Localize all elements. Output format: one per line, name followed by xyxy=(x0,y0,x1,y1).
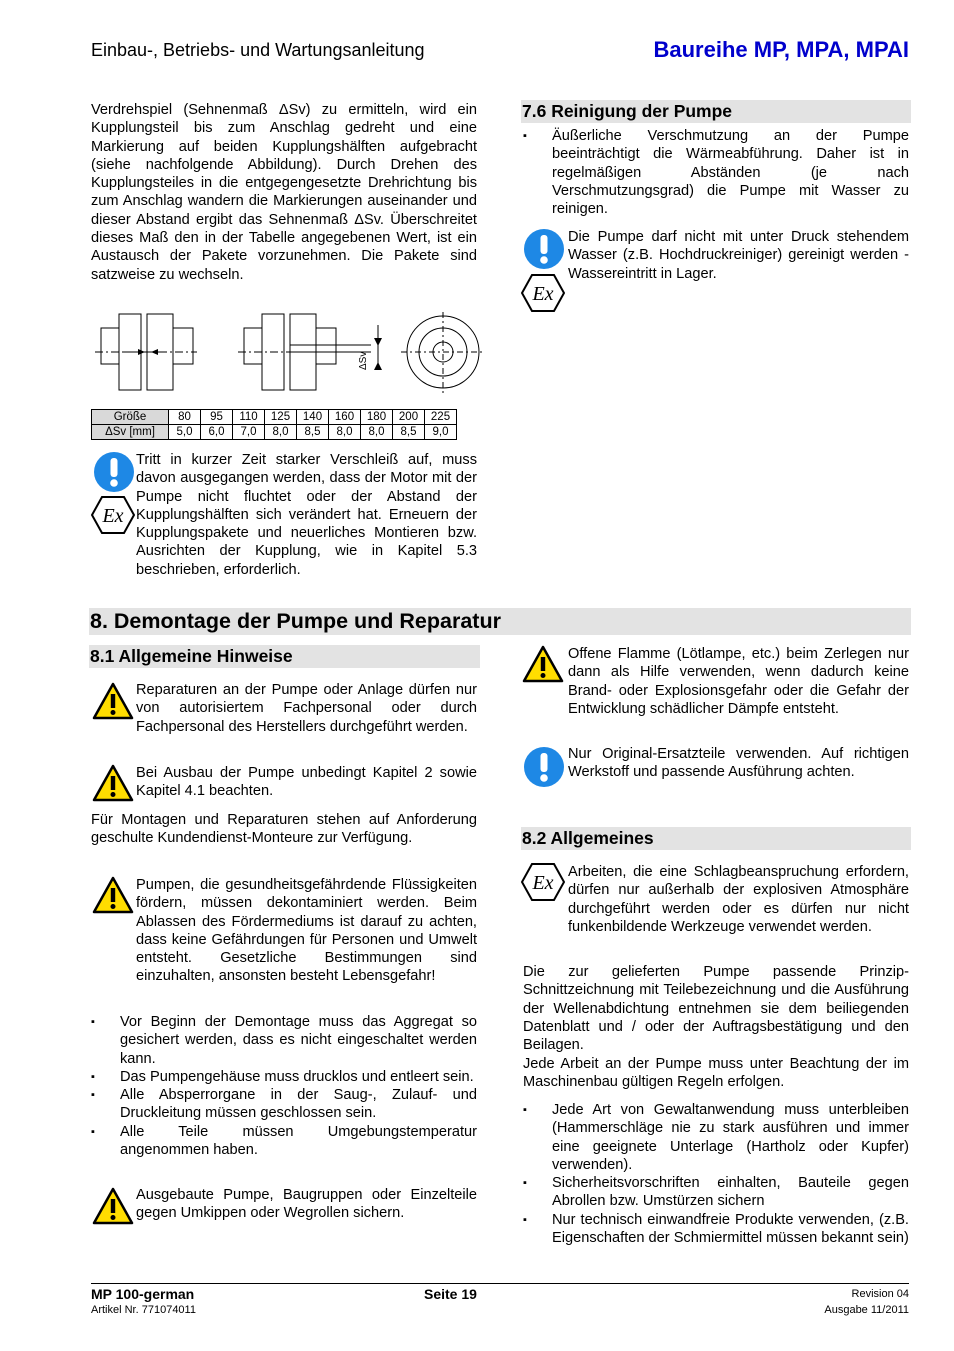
table-cell: 200 xyxy=(393,410,425,425)
spare-parts-note: Nur Original-Ersatzteile verwenden. Auf richtigen Werkstoff und passende Ausführung achten. xyxy=(568,746,909,781)
section-8-2-heading: 8.2 Allgemeines xyxy=(521,827,911,850)
table-cell: 8,0 xyxy=(329,425,361,440)
list-item: ▪ Jede Art von Gewaltanwendung muss unterbleiben (Hammerschläge nie zu stark ausführen und immer eine geeignete Unterlage (Hartholz oder Kupfer) verwenden). xyxy=(523,1101,909,1174)
table-cell: 8,5 xyxy=(393,425,425,440)
warning-text-4: Ausgebaute Pumpe, Baugruppen oder Einzelteile gegen Umkippen oder Wegrollen sichern. xyxy=(136,1187,477,1222)
table-cell: 140 xyxy=(297,410,329,425)
table-cell: 5,0 xyxy=(169,425,201,440)
table-label: Größe xyxy=(92,410,169,425)
warning-icon xyxy=(92,1187,134,1225)
list-item: ▪ Alle Teile müssen Umgebungstemperatur angenommen haben. xyxy=(91,1123,477,1160)
list-item: ▪ Sicherheitsvorschriften einhalten, Bauteile gegen Abrollen bzw. Umstürzen sichern xyxy=(523,1174,909,1211)
svg-text:Ex: Ex xyxy=(532,283,554,305)
table-cell: 6,0 xyxy=(201,425,233,440)
footer-edition: Ausgabe 11/2011 xyxy=(824,1304,909,1316)
series-title: Baureihe MP, MPA, MPAI xyxy=(653,37,909,62)
delta-sv-label: ΔSv xyxy=(358,351,369,370)
table-row xyxy=(92,425,457,440)
warning-icon xyxy=(92,682,134,720)
warning-icon xyxy=(92,876,134,914)
table-cell: 125 xyxy=(265,410,297,425)
rules-paragraph: Jede Arbeit an der Pumpe muss unter Beachtung der im Maschinenbau gültigen Regeln erfolgen. xyxy=(523,1056,909,1091)
page-number: Seite 19 xyxy=(424,1286,477,1302)
warning-text-1: Reparaturen an der Pumpe oder Anlage dürfen nur von autorisiertem Fachpersonal oder durch Fachpersonal des Herstellers durchgeführt werden. xyxy=(136,682,477,735)
general-list xyxy=(523,1101,909,1247)
table-cell: 80 xyxy=(169,410,201,425)
list-item: ▪ Das Pumpengehäuse muss drucklos und entleert sein. xyxy=(91,1068,477,1086)
table-cell: 8,0 xyxy=(361,425,393,440)
warning-icon xyxy=(92,764,134,802)
section-8-title: 8. Demontage der Pumpe und Reparatur xyxy=(89,608,911,635)
svg-text:Ex: Ex xyxy=(532,872,554,894)
table-label: ΔSv [mm] xyxy=(92,425,169,440)
footer-revision: Revision 04 xyxy=(851,1288,909,1300)
table-cell: 225 xyxy=(425,410,457,425)
section-7-6-heading: 7.6 Reinigung der Pumpe xyxy=(521,100,911,123)
warning-text-3: Pumpen, die gesundheitsgefährdende Flüssigkeiten fördern, müssen dekontaminiert werden. Beim Ablassen des Fördermediums ist darauf zu achten, dass keine Gefährdungen für Personen und Umwelt entsteht. Gesetzliche Bestimmungen sind einzuhalten, ansonsten besteht Lebensgefahr! xyxy=(136,877,477,985)
ex-icon xyxy=(521,862,565,902)
wear-note: Tritt in kurzer Zeit starker Verschleiß auf, muss davon ausgegangen werden, dass der Motor mit der Pumpe nicht fluchtet oder der Abstand der Kupplungshälften sich verändert hat. Erneuern der Kupplungspakete und neuerliches Montieren bzw. Ausrichten der Kupplung, wie in Kapitel 5.3 beschrieben, erforderlich. xyxy=(136,452,477,578)
info-icon xyxy=(93,451,135,493)
info-icon xyxy=(523,746,565,788)
footer-divider xyxy=(91,1283,909,1284)
document-title: Einbau-, Betriebs- und Wartungsanleitung xyxy=(91,40,425,60)
table-cell: 9,0 xyxy=(425,425,457,440)
section-8-1-heading: 8.1 Allgemeine Hinweise xyxy=(89,645,480,668)
drawing-paragraph: Die zur gelieferten Pumpe passende Prinzip-Schnittzeichnung mit Teilebezeichnung und die Ausführung der Wellenabdichtung entnehmen sie dem beiliegenden Datenblatt und / oder der Auftragsbestätigung und den Beilagen. xyxy=(523,964,909,1054)
ex-icon xyxy=(91,495,135,535)
table-cell: 95 xyxy=(201,410,233,425)
table-cell: 8,0 xyxy=(265,425,297,440)
cleaning-note: Die Pumpe darf nicht mit unter Druck stehendem Wasser (z.B. Hochdruckreiniger) gereinigt werden - Wassereintritt in Lager. xyxy=(568,229,909,282)
table-cell: 8,5 xyxy=(297,425,329,440)
info-icon xyxy=(523,228,565,270)
service-paragraph: Für Montagen und Reparaturen stehen auf Anforderung geschulte Kundendienst-Monteure zur Verfügung. xyxy=(91,812,477,847)
list-item: ▪ Nur technisch einwandfreie Produkte verwenden, (z.B. Eigenschaften der Schmiermittel müssen bekannt sein) xyxy=(523,1211,909,1248)
svg-text:Ex: Ex xyxy=(102,505,124,527)
list-item: ▪ Alle Absperrorgane in der Saug-, Zulauf- und Druckleitung müssen geschlossen sein. xyxy=(91,1086,477,1123)
table-cell: 7,0 xyxy=(233,425,265,440)
table-row xyxy=(92,410,457,425)
table-cell: 110 xyxy=(233,410,265,425)
warning-icon xyxy=(522,645,564,683)
flame-warning: Offene Flamme (Lötlampe, etc.) beim Zerlegen nur dann als Hilfe verwenden, wenn dadurch keine Brand- oder Explosionsgefahr oder die Gefahr der Entwicklung schädlicher Dämpfe entsteht. xyxy=(568,646,909,717)
coupling-figure xyxy=(91,310,483,410)
list-item: ▪ Äußerliche Verschmutzung an der Pumpe beeinträchtigt die Wärmeabführung. Daher ist in regelmäßigen Abständen (je nach Verschmutzungsgrad) die Pumpe mit Wasser zu reinigen. xyxy=(523,127,909,218)
warning-text-2: Bei Ausbau der Pumpe unbedingt Kapitel 2 sowie Kapitel 4.1 beachten. xyxy=(136,765,477,800)
wear-table xyxy=(91,409,457,440)
footer-article: Artikel Nr. 771074011 xyxy=(91,1304,196,1316)
table-cell: 180 xyxy=(361,410,393,425)
list-item: ▪ Vor Beginn der Demontage muss das Aggregat so gesichert werden, dass es nicht eingeschaltet werden kann. xyxy=(91,1013,477,1068)
footer-doc: MP 100-german xyxy=(91,1286,195,1302)
ex-icon xyxy=(521,273,565,313)
disassembly-list xyxy=(91,1013,477,1159)
table-cell: 160 xyxy=(329,410,361,425)
ex-note: Arbeiten, die eine Schlagbeanspruchung erfordern, dürfen nur außerhalb der explosiven Atmosphäre durchgeführt werden oder es dürfen nur nicht funkenbildende Werkzeuge verwendet werden. xyxy=(568,864,909,935)
cleaning-list xyxy=(523,127,909,218)
coupling-paragraph: Verdrehspiel (Sehnenmaß ΔSv) zu ermitteln, wird ein Kupplungsteil bis zum Anschlag gedreht und eine Markierung auf beiden Kupplungshälften aufgebracht (siehe nachfolgende Abbildung). Durch Drehen des Kupplungsteiles in die entgegengesetzte Drehrichtung bis zum Anschlag wandern die Markierungen auseinander und dieser Abstand ergibt das Sehnenmaß ΔSv. Überschreitet dieses Maß den in der Tabelle angegebenen Wert, ist ein Austausch der Pakete vorzunehmen. Die Pakete sind satzweise zu wechseln. xyxy=(91,102,477,283)
